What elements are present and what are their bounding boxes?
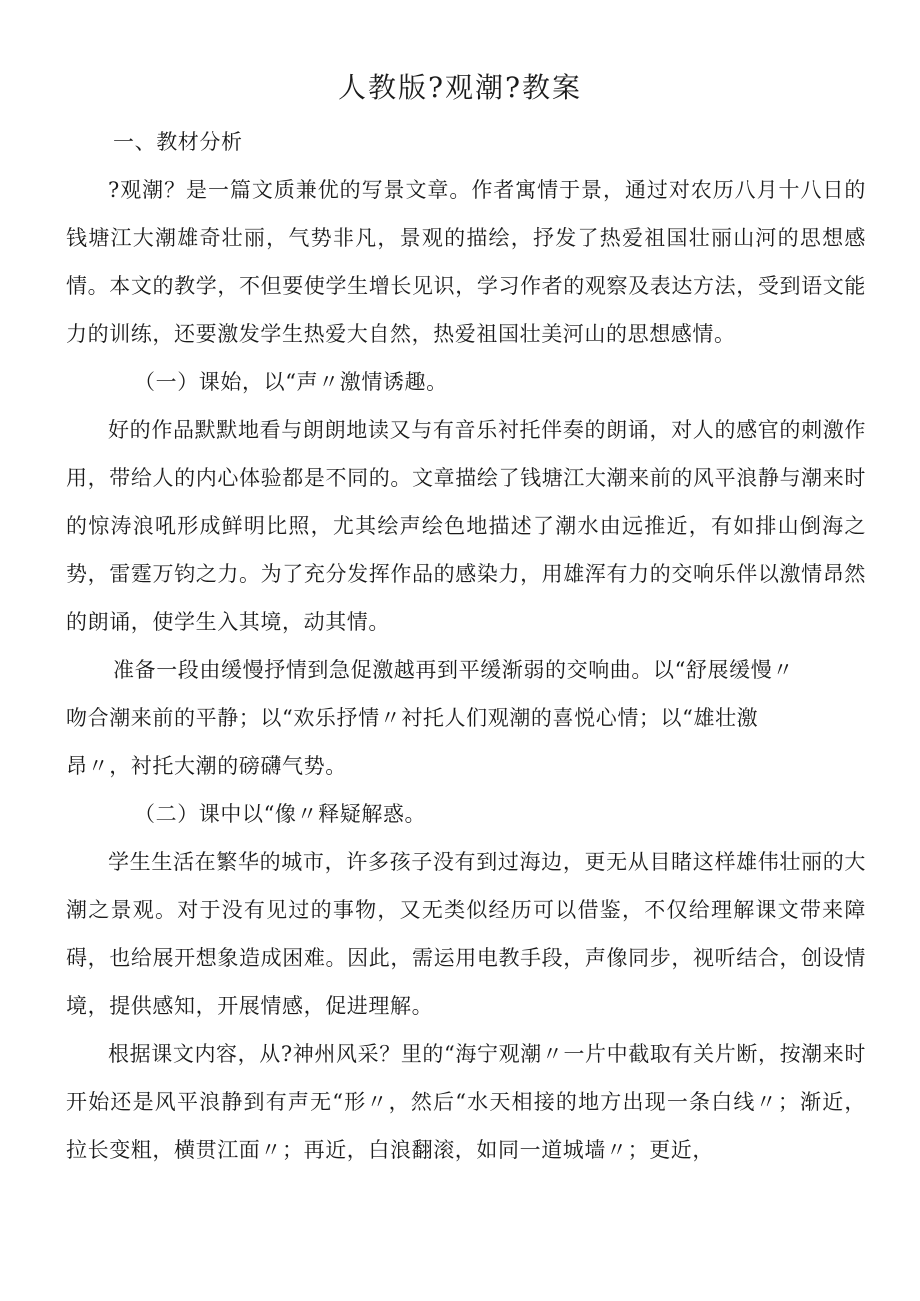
subsection-heading-1: （一）课始，以“声〃激情诱趣。 (134, 370, 448, 394)
music-line-1: 准备一段由缓慢抒情到急促激越再到平缓渐弱的交响曲。以“舒展缓慢〃 (113, 658, 794, 682)
section-heading: 一、教材分析 (113, 130, 243, 154)
music-line-2: 吻合潮来前的平静；以“欢乐抒情〃衬托人们观潮的喜悦心情；以“雄壮激 (66, 706, 759, 730)
sound-paragraph: 好的作品默默地看与朗朗地读又与有音乐衬托伴奏的朗诵，对人的感官的刺激作用，带给人的内心体验都是不同的。文章描绘了钱塘江大潮来前的风平浪静与潮来时的惊涛浪吼形成鲜明比照，尤其绘声绘色地描述了潮水由远推近，有如排山倒海之势，雷霆万钧之力。为了充分发挥作品的感染力，用雄浑有力的交响乐伴以激情昂然的朗诵，使学生入其境，动其情。 (66, 418, 866, 634)
image-paragraph: 学生生活在繁华的城市，许多孩子没有到过海边，更无从目睹这样雄伟壮丽的大潮之景观。对于没有见过的事物，又无类似经历可以借鉴，不仅给理解课文带来障碍，也给展开想象造成困难。因此，需运用电教手段，声像同步，视听结合，创设情境，提供感知，开展情感，促进理解。 (66, 850, 866, 1018)
subsection-heading-2: （二）课中以“像〃释疑解惑。 (134, 802, 427, 826)
page-title: 人教版?观潮?教案 (337, 71, 583, 104)
video-paragraph: 根据课文内容，从?神州风采？里的“海宁观潮〃一片中截取有关片断，按潮来时开始还是风平浪静到有声无“形〃，然后“水天相接的地方出现一条白线〃；渐近，拉长变粗，横贯江面〃；再近，白浪翻滚，如同一道城墙〃；更近， (66, 1042, 866, 1162)
intro-paragraph: ?观潮？是一篇文质兼优的写景文章。作者寓情于景，通过对农历八月十八日的钱塘江大潮雄奇壮丽，气势非凡，景观的描绘，抒发了热爱祖国壮丽山河的思想感情。本文的教学，不但要使学生增长见识，学习作者的观察及表达方法，受到语文能力的训练，还要激发学生热爱大自然，热爱祖国壮美河山的思想感情。 (66, 178, 866, 346)
music-line-3: 昂〃，衬托大潮的磅礴气势。 (66, 754, 347, 778)
